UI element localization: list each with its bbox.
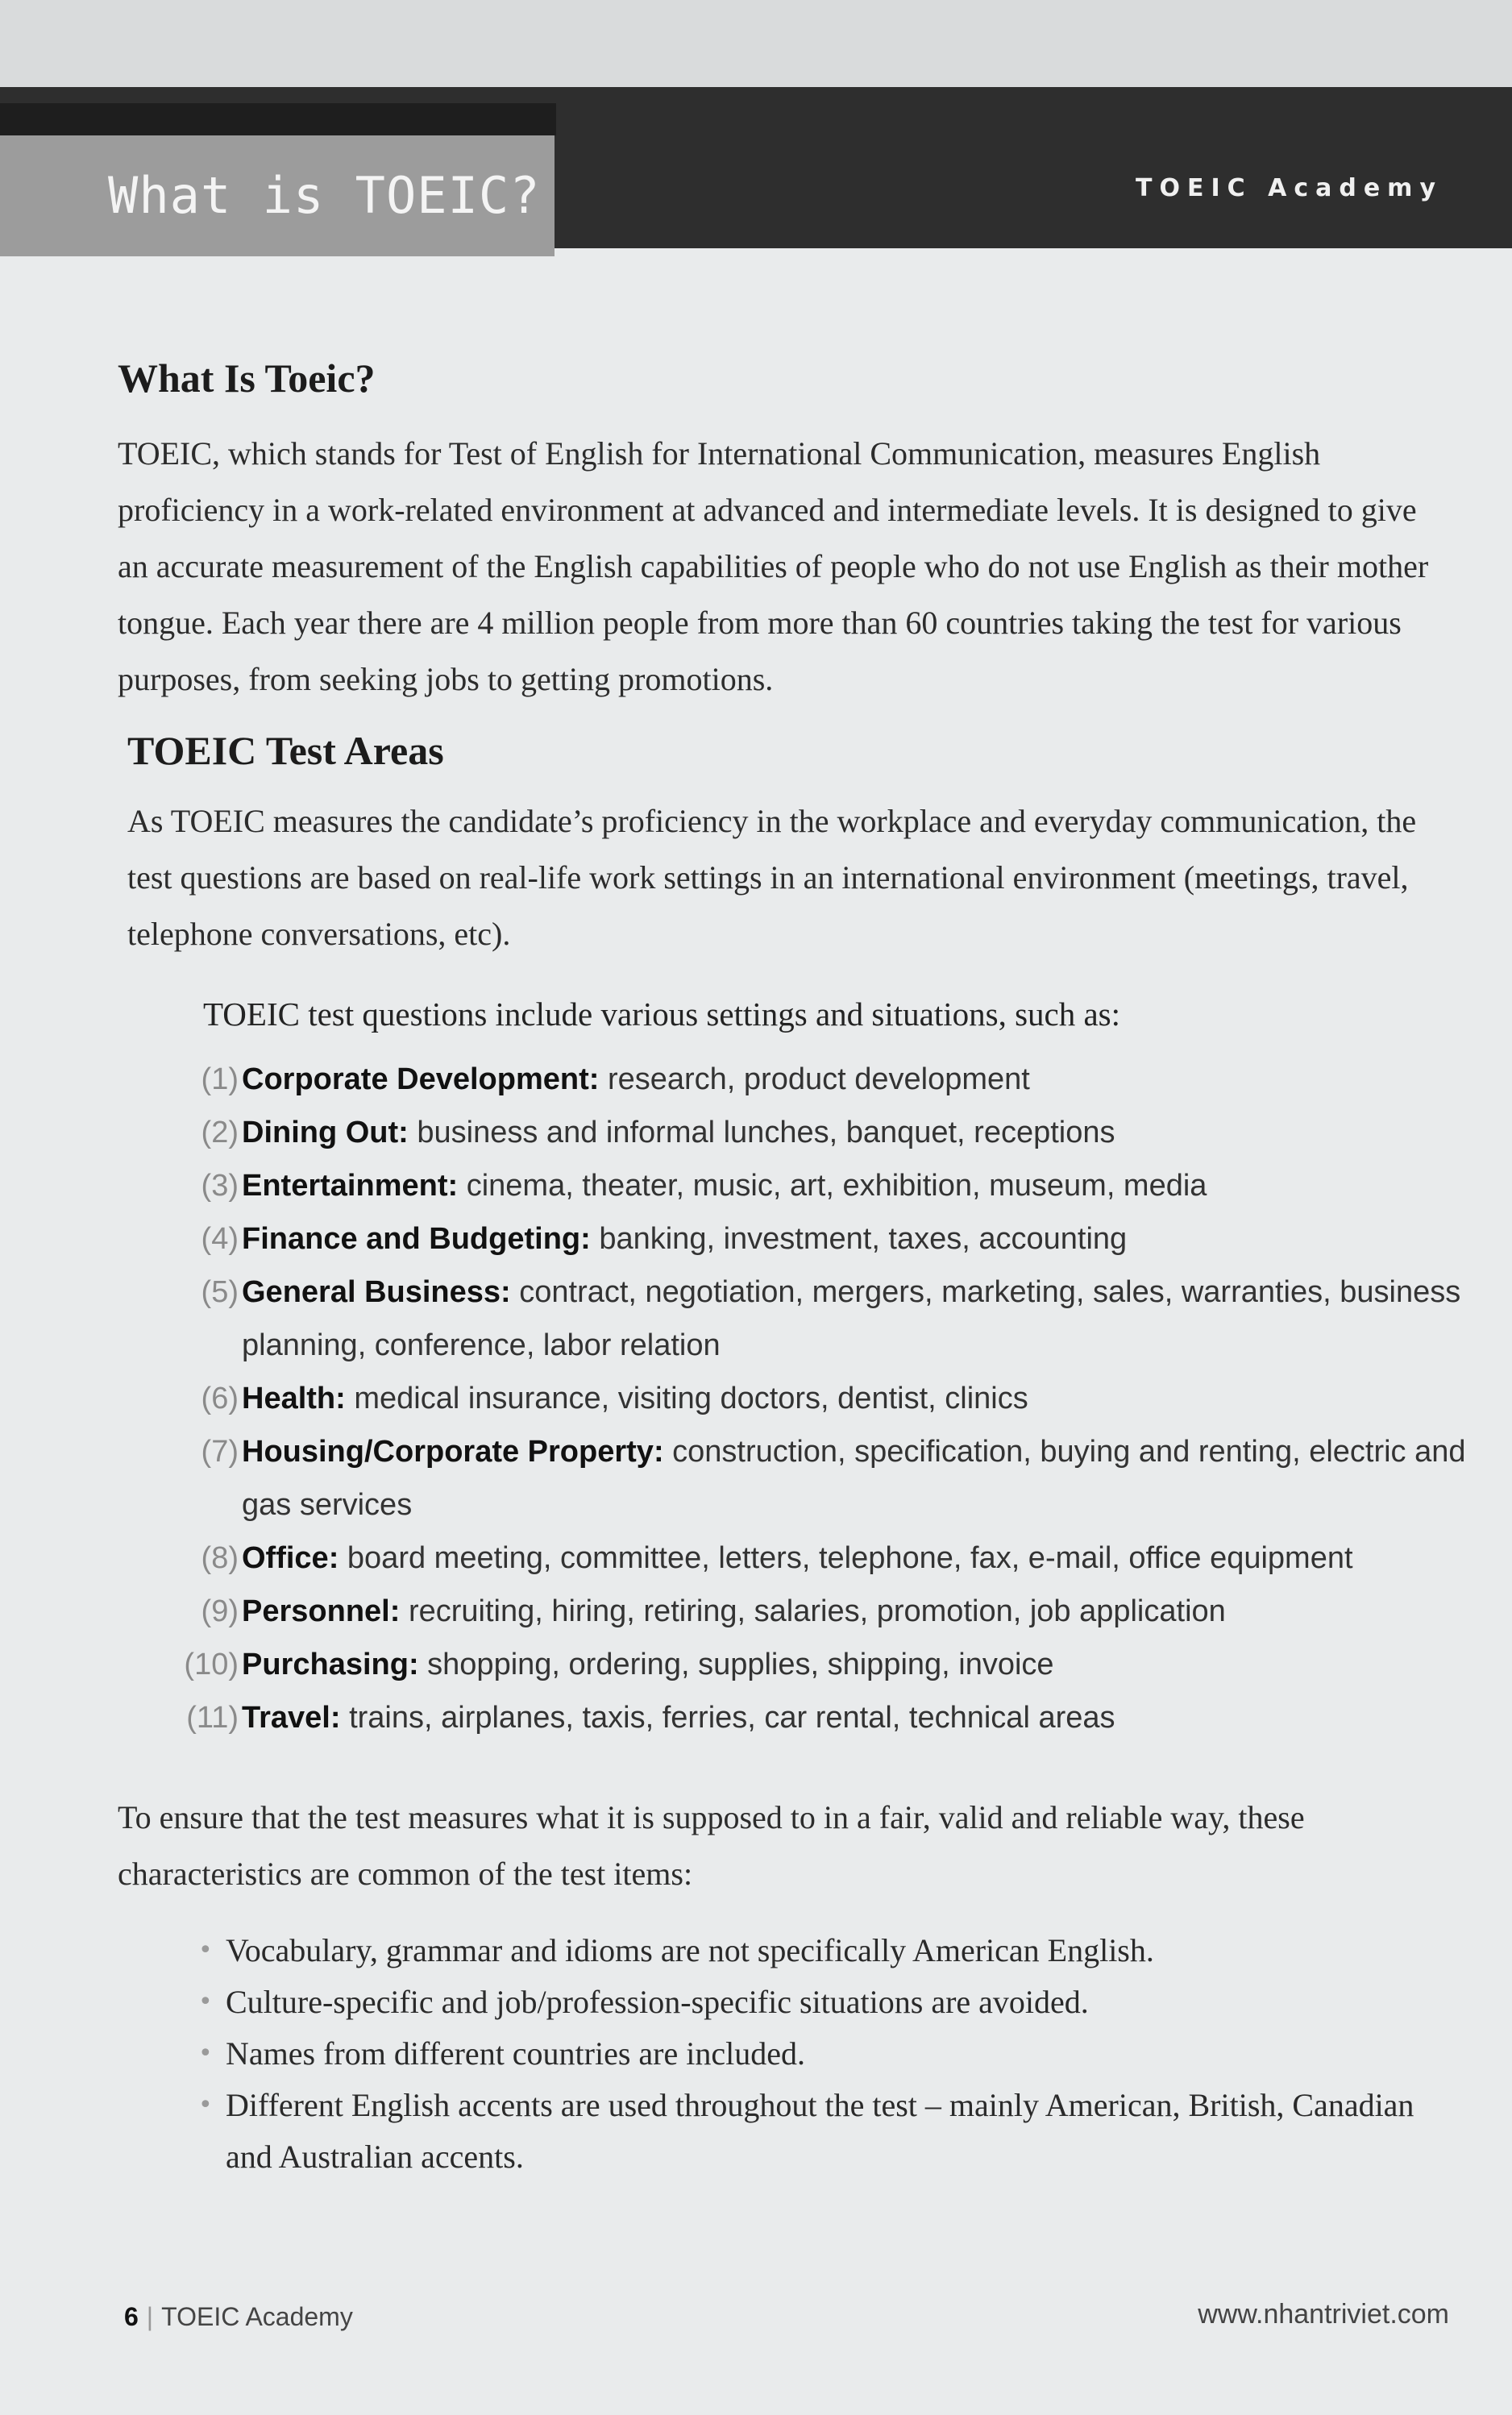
item-number: (5) — [201, 1275, 239, 1309]
list-item — [198, 1976, 1456, 2028]
item-description: medical insurance, visiting doctors, dentist, clinics — [345, 1382, 1028, 1415]
item-number: (9) — [201, 1594, 239, 1628]
page-top-margin — [0, 0, 1512, 87]
section-paragraph-test-areas: As TOEIC measures the candidate’s proficiency in the workplace and everyday communication, the test questions are based on real-life work settings in an international environment (meetings, travel, telephone conversations, etc). — [127, 803, 1417, 952]
item-term: Office: — [242, 1541, 339, 1575]
item-description-continued: gas services — [242, 1488, 413, 1522]
item-term: Purchasing: — [242, 1648, 419, 1681]
section-heading-test-areas: TOEIC Test Areas — [127, 728, 444, 773]
list-item — [177, 1106, 1467, 1159]
section-paragraph-characteristics: To ensure that the test measures what it is supposed to in a fair, valid and reliable way, these characteristics are common of the test items: — [118, 1799, 1305, 1892]
list-item — [198, 2080, 1456, 2183]
item-number: (8) — [201, 1541, 239, 1575]
footer-website: www.nhantriviet.com — [1198, 2299, 1449, 2330]
section-paragraph-intro: TOEIC, which stands for Test of English for International Communication, measures English proficiency in a work-related environment at advanced and intermediate levels. It is designed to give an accurate measurement of the English capabilities of people who do not use English as their mother tongue. Each year there are 4 million people from more than 60 countries taking the test for various purposes, from seeking jobs to getting promotions. — [118, 435, 1429, 697]
list-item — [177, 1266, 1467, 1319]
bullet-text: Vocabulary, grammar and idioms are not specifically American English. — [226, 1932, 1154, 1968]
item-term: Housing/Corporate Property: — [242, 1435, 664, 1469]
list-item — [198, 2028, 1456, 2080]
bullet-text: Names from different countries are included. — [226, 2035, 805, 2072]
item-description: board meeting, committee, letters, telephone, fax, e-mail, office equipment — [339, 1541, 1353, 1575]
item-term: General Business: — [242, 1275, 511, 1309]
footer-book-title: TOEIC Academy — [161, 2302, 353, 2331]
item-description: trains, airplanes, taxis, ferries, car rental, technical areas — [340, 1701, 1115, 1735]
footer-page-info — [124, 2302, 353, 2332]
list-item — [177, 1585, 1467, 1638]
list-item — [177, 1532, 1467, 1585]
list-item — [177, 1159, 1467, 1212]
item-description: construction, specification, buying and renting, electric and — [663, 1435, 1466, 1469]
list-item — [198, 1925, 1456, 1976]
page-title: What is TOEIC? — [108, 166, 541, 225]
item-description: cinema, theater, music, art, exhibition, museum, media — [458, 1169, 1207, 1203]
item-number: (3) — [201, 1169, 239, 1203]
list-item — [177, 1053, 1467, 1106]
item-term: Personnel: — [242, 1594, 401, 1628]
item-description: research, product development — [599, 1062, 1030, 1096]
characteristics-list — [198, 1925, 1456, 2183]
item-number: (4) — [201, 1222, 239, 1256]
footer-separator: | — [146, 2302, 154, 2331]
item-term: Corporate Development: — [242, 1062, 600, 1096]
list-item-continuation — [177, 1478, 1467, 1532]
bullet-icon: • — [198, 1988, 213, 2016]
item-description: business and informal lunches, banquet, receptions — [408, 1116, 1115, 1149]
header-brand: TOEIC Academy — [1136, 174, 1443, 202]
topic-list — [177, 1053, 1467, 1744]
item-number: (6) — [201, 1382, 239, 1415]
item-term: Health: — [242, 1382, 346, 1415]
item-number: (10) — [184, 1648, 239, 1681]
list-item-continuation — [177, 1319, 1467, 1372]
list-item — [177, 1691, 1467, 1744]
item-description: banking, investment, taxes, accounting — [590, 1222, 1128, 1256]
list-item — [177, 1638, 1467, 1691]
section-heading-what-is-toeic: What Is Toeic? — [118, 355, 376, 401]
list-item — [177, 1212, 1467, 1266]
item-term: Finance and Budgeting: — [242, 1222, 591, 1256]
topic-list-intro: TOEIC test questions include various settings and situations, such as: — [203, 996, 1121, 1033]
bullet-text: Different English accents are used throughout the test – mainly American, British, Canadian and Australian accents. — [226, 2087, 1414, 2175]
item-description-continued: planning, conference, labor relation — [242, 1328, 721, 1362]
item-number: (2) — [201, 1116, 239, 1149]
bullet-icon: • — [198, 1936, 213, 1964]
bullet-icon: • — [198, 2091, 213, 2119]
header-band-accent — [0, 103, 556, 135]
item-term: Travel: — [242, 1701, 341, 1735]
item-term: Dining Out: — [242, 1116, 409, 1149]
item-description: contract, negotiation, mergers, marketing, sales, warranties, business — [510, 1275, 1461, 1309]
item-number: (1) — [201, 1062, 239, 1096]
bullet-icon: • — [198, 2039, 213, 2068]
item-number: (7) — [201, 1435, 239, 1469]
bullet-text: Culture-specific and job/profession-specific situations are avoided. — [226, 1984, 1089, 2020]
page-number: 6 — [124, 2302, 139, 2331]
item-number: (11) — [186, 1701, 239, 1735]
item-description: shopping, ordering, supplies, shipping, invoice — [418, 1648, 1054, 1681]
list-item — [177, 1425, 1467, 1478]
item-term: Entertainment: — [242, 1169, 459, 1203]
list-item — [177, 1372, 1467, 1425]
item-description: recruiting, hiring, retiring, salaries, promotion, job application — [400, 1594, 1226, 1628]
